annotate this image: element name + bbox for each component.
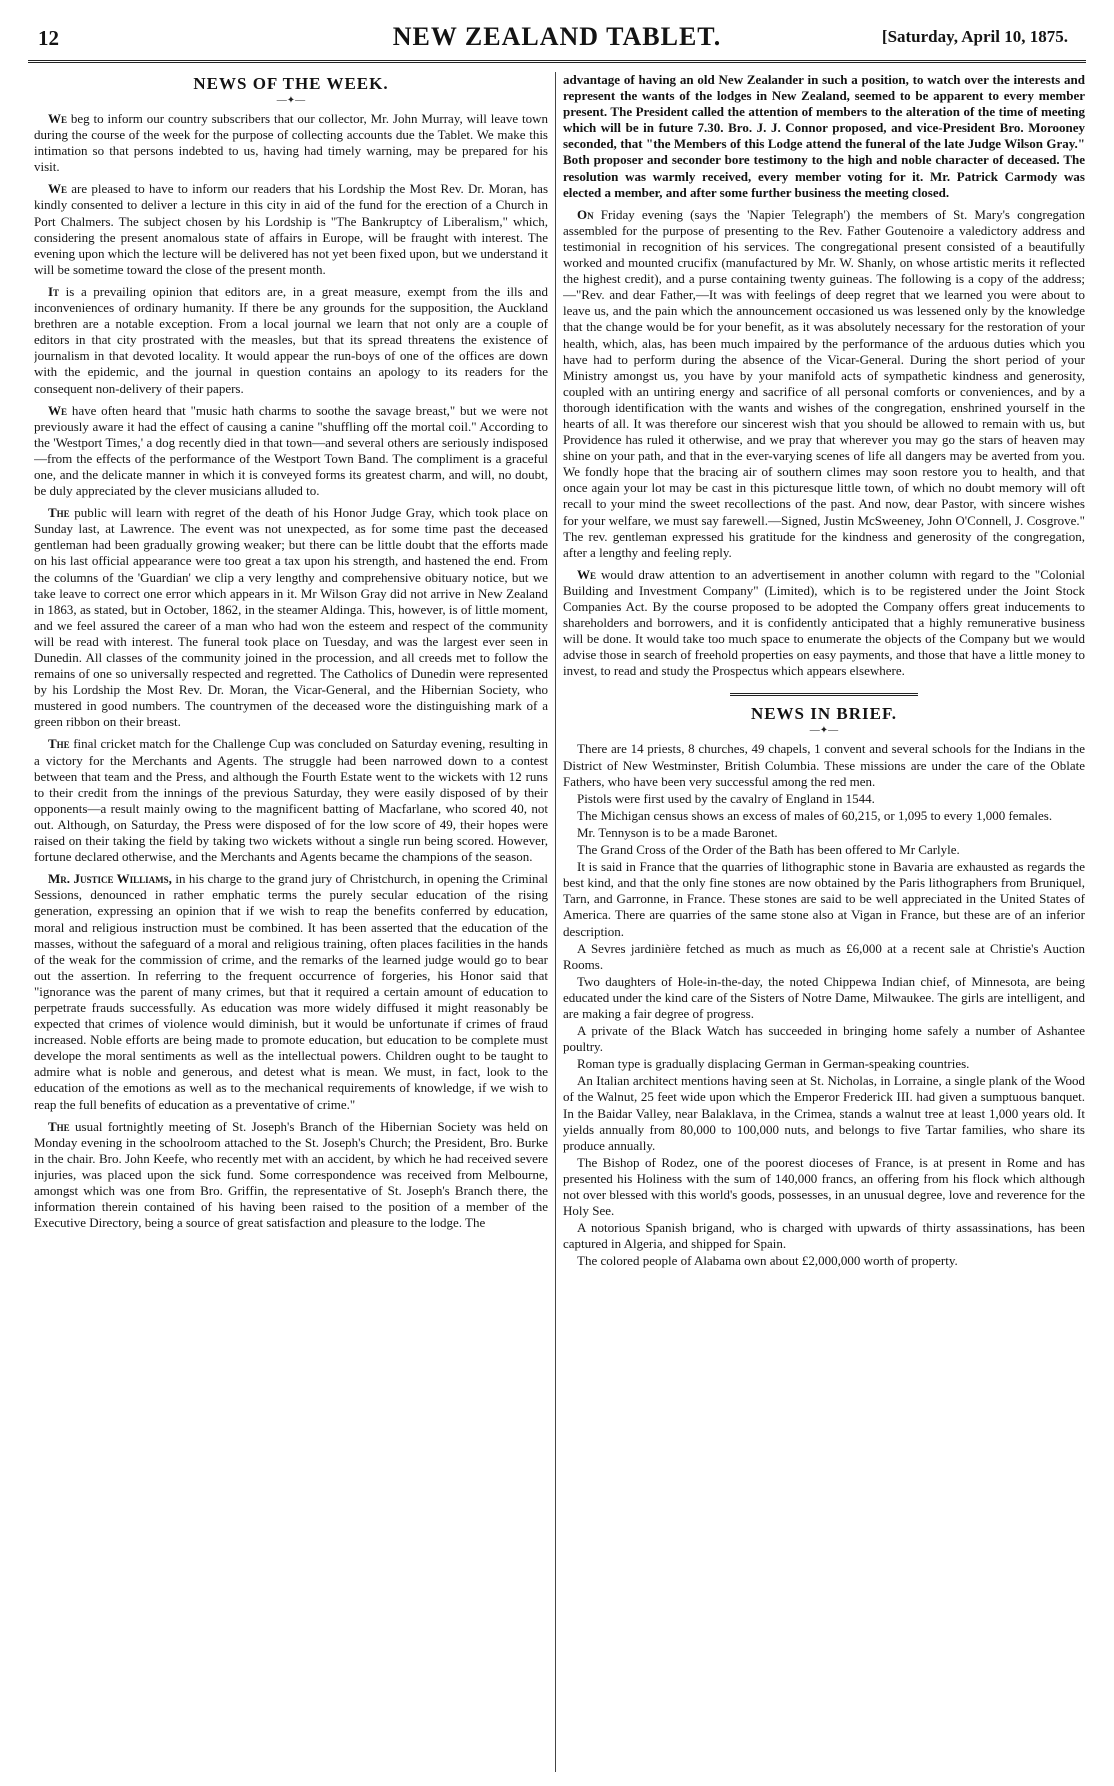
- article-hibernian-continued: advantage of having an old New Zealander in such a position, to watch over the interests and represent the wants of the lodges in New Zealand, seemed to be apparent to every member present. The President called the attention of members to the alteration of the time of meeting which will be in future 7.30. Bro. J. J. Connor proposed, and vice-President Bro. Morooney seconded, that "the Members of this Lodge attend the funeral of the late Judge Wilson Gray." Both proposer and seconder bore testimony to the high and noble character of deceased. The resolution was warmly received, every member voting for it. Mr. Patrick Carmody was elected a member, and after some further business the meeting closed.: [563, 72, 1085, 200]
- article-lead: The: [48, 1118, 70, 1134]
- brief-item: There are 14 priests, 8 churches, 49 chapels, 1 convent and several schools for the Indians in the District of New Westminster, British Columbia. These missions are under the care of the Oblate Fathers, who have been very successful among the red men.: [563, 741, 1085, 789]
- right-column: [563, 72, 1085, 1772]
- brief-item: The Bishop of Rodez, one of the poorest dioceses of France, is at present in Rome and has presented his Holiness with the sum of 140,000 francs, an offering from his flock which although not over blessed with this world's goods, possesses, in an unusual degree, love and reverence for the Holy See.: [563, 1154, 1085, 1219]
- article-text: beg to inform our country subscribers that our collector, Mr. John Murray, will leave town during the course of the week for the purpose of collecting accounts due the Tablet. We make this intimation so that persons indebted to us, having had timely warning, may be prepared for his visit.: [34, 111, 548, 175]
- article-text: in his charge to the grand jury of Christchurch, in opening the Criminal Sessions, denounced in rather emphatic terms the purely secular education of the rising generation, expressing an opinion that if we wish to reap the benefits conferred by education, moral and religious instruction must be combined. It has been asserted that the education of the masses, without the safeguard of a moral and religious training, often places facilities in the hands of the weak for the commission of crime, and the remarks of the learned judge would go to bear out the assertion. In referring to the frequent occurrence of forgeries, his Honor said that "ignorance was the parent of many crimes, but that it required a certain amount of education to perpetrate frauds successfully. As education was more widely diffused it might reasonably be expected that crimes of violence would diminish, but it would be unfortunate if crimes of fraud increased. Noble efforts are being made to promote education, but education to be complete must develope the moral sentiments as well as the intellectual powers. Children ought to be taught to admire what is noble and generous, and detest what is mean. We must, in fact, look to the education of the emotions as well as to the mechanical requirements of knowledge, if we wish to reap the full benefits of education as a preventative of crime.": [34, 871, 548, 1112]
- news-of-the-week-title: NEWS OF THE WEEK.: [193, 74, 389, 93]
- brief-item: A Sevres jardinière fetched as much as much as £6,000 at a recent sale at Christie's Auction Rooms.: [563, 940, 1085, 972]
- brief-item: It is said in France that the quarries of lithographic stone in Bavaria are exhausted as regards the best kind, and that the only fine stones are now obtained by the Paris lithographers from Bruniquel, Tarn, and Garronne, in France. These stones are said to be well appreciated in the United States of America. There are quarries of the same stone also at Vigan in France, but these are of an inferior description.: [563, 859, 1085, 939]
- article-lead: We: [48, 181, 68, 197]
- article-lead: We: [577, 566, 597, 582]
- article-lead: The: [48, 505, 70, 521]
- section-divider: [730, 693, 918, 696]
- article-text: are pleased to have to inform our readers that his Lordship the Most Rev. Dr. Moran, has kindly consented to deliver a lecture in this city in aid of the fund for the erection of a Church in Port Chalmers. The subject chosen by his Lordship is "The Bankruptcy of Liberalism," which, considering the present anomalous state of affairs in Europe, will be fraught with interest. The evening upon which the lecture will be delivered has not yet been fixed upon, but we understand it will be sometime toward the close of the present month.: [34, 181, 548, 277]
- brief-item: Pistols were first used by the cavalry of England in 1544.: [577, 790, 875, 806]
- news-in-brief-title: NEWS IN BRIEF.: [750, 704, 898, 724]
- brief-item: A notorious Spanish brigand, who is charged with upwards of thirty assassinations, has been captured in Algeria, and shipped for Spain.: [563, 1220, 1085, 1252]
- article-lead: It: [48, 283, 60, 299]
- article-lead: We: [48, 402, 68, 418]
- article-westport-band: [34, 403, 548, 500]
- title-ornament: —✦—: [276, 95, 306, 106]
- article-lead: On: [577, 206, 594, 222]
- article-lecture-notice: [34, 181, 548, 278]
- brief-item: The Michigan census shows an excess of males of 60,215, or 1,095 to every 1,000 females.: [577, 807, 1053, 823]
- left-column: [34, 72, 548, 1772]
- article-auckland-measles: [34, 284, 548, 397]
- article-cricket-match: [34, 736, 548, 865]
- article-judge-gray: [34, 505, 548, 730]
- article-hibernian-meeting: [34, 1119, 548, 1232]
- column-divider: [555, 72, 556, 1772]
- masthead-title: NEW ZEALAND TABLET.: [392, 22, 722, 51]
- article-text: have often heard that "music hath charms to soothe the savage breast," but we were not previously aware it had the effect of causing a canine "shuffling off the mortal coil." According to the 'Westport Times,' a dog recently died in that town—and several others are seriously indisposed—from the effects of the performance of the Westport Town Band. The compliment is a graceful one, and the delicate manner in which it is conveyed forms its greatest charm, and will, no doubt, be duly appreciated by the clever musicians alluded to.: [34, 402, 548, 499]
- article-text: is a prevailing opinion that editors are, in a great measure, exempt from the ills and inconveniences of ordinary humanity. If there be any grounds for the supposition, the Auckland brethren are a notable exception. From a local journal we learn that not only are a couple of editors in that city prostrated with the measles, but that its spread threatens the existence of journalism in that devoted locality. It would appear the run-boys of one of the offices are down with the epidemic, and the journal in question contains an apology to its readers for the consequent non-delivery of their papers.: [34, 283, 548, 396]
- page-header: [28, 22, 1086, 62]
- article-lead: Mr. Justice Williams,: [48, 871, 172, 887]
- brief-item: Two daughters of Hole-in-the-day, the noted Chippewa Indian chief, of Minnesota, are being educated under the kind care of the Sisters of Notre Dame, Milwaukee. The girls are intelligent, and are making a fair degree of progress.: [563, 973, 1085, 1021]
- article-text: usual fortnightly meeting of St. Joseph's Branch of the Hibernian Society was held on Monday evening in the schoolroom attached to the St. Joseph's Church; the President, Bro. Burke in the chair. Bro. John Keefe, who recently met with an accident, by which he had received severe injuries, was placed upon the sick fund. Some correspondence was received from Melbourne, amongst which was one from Bro. Griffin, the representative of St. Joseph's Branch there, the information therein contained of his having been raised to the position of a member of the Executive Directory, being a source of great satisfaction and pleasure to the lodge. The: [34, 1118, 548, 1231]
- article-justice-williams: [34, 871, 548, 1112]
- header-rule: [28, 60, 1086, 64]
- article-text: final cricket match for the Challenge Cup was concluded on Saturday evening, resulting in a victory for the Merchants and Agents. The struggle had been narrowed down to a contest between that team and the Press, and although the Fourth Estate went to the wickets with 12 runs to their credit from the innings of the previous Saturday, they were easily disposed of by their opponents—a result mainly owing to the magnificent batting of Macfarlane, who scored 40, not out. Although, on Saturday, the Press were disposed of for the low score of 49, their hopes were raised on their taking the field by taking two wickets without a single run being scored. However, fortune declared otherwise, and the Merchants and Agents became the champions of the season.: [34, 736, 548, 865]
- article-lead: The: [48, 736, 70, 752]
- brief-item: A private of the Black Watch has succeeded in bringing home safely a number of Ashantee poultry.: [563, 1023, 1085, 1055]
- title-ornament: —✦—: [809, 725, 839, 737]
- article-building-company: [563, 567, 1085, 680]
- article-lead: We: [48, 111, 68, 126]
- brief-item: Roman type is gradually displacing German in German-speaking countries.: [577, 1056, 970, 1072]
- page-number: 12: [38, 26, 59, 50]
- issue-date: [Saturday, April 10, 1875.: [881, 27, 1068, 46]
- article-text: would draw attention to an advertisement in another column with regard to the "Colonial Building and Investment Company" (Limited), which is to be registered under the Joint Stock Companies Act. By the course proposed to be adopted the Company offers great inducements to shareholders and borrowers, and it is confidently anticipated that a highly remunerative business will be done. It would take too much space to enumerate the objects of the Company but we would advise those in search of freehold properties on easy payments, and those that have a little money to invest, to read and study the Prospectus which appears elsewhere.: [563, 566, 1085, 679]
- brief-item: An Italian architect mentions having seen at St. Nicholas, in Lorraine, a single plank of the Wood of the Walnut, 25 feet wide upon which the Emperor Frederick III. had given a sumptuous banquet. In the Baidar Valley, near Balaklava, in the Crimea, stands a walnut tree at least 1,000 years old. It yields annually from 80,000 to 100,000 nuts, and belongs to five Tartar families, who share its produce annually.: [563, 1073, 1085, 1153]
- brief-item: Mr. Tennyson is to be a made Baronet.: [577, 824, 778, 840]
- article-text: public will learn with regret of the death of his Honor Judge Gray, which took place on Sunday last, at Lawrence. The event was not unexpected, as for some time past the deceased gentleman had been gradually growing weaker; but there can be little doubt that the efforts made on his last official appearance were too great a tax upon his strength, and hastened the end. From the columns of the 'Guardian' we clip a very lengthy and comprehensive obituary notice, but we take leave to correct one error which appears in it. Mr Wilson Gray did not arrive in New Zealand in 1863, as stated, but in October, 1862, in the steamer Aldinga. This, however, is of little moment, and we feel assured the career of a man who had won the esteem and respect of the community will be read with interest. The funeral took place on Tuesday, and was the largest ever seen in Dunedin. All classes of the community joined in the procession, and all creeds met to follow the remains of one so universally respected and regretted. The Catholics of Dunedin were represented by his Lordship the Most Rev. Dr. Moran, the Vicar-General, and the Hibernian Society, who mustered in good numbers. The countrymen of the deceased wore the distinguishing mark of a green ribbon on their breast.: [34, 505, 548, 730]
- article-collector-notice: [34, 111, 548, 175]
- brief-item: The Grand Cross of the Order of the Bath has been offered to Mr Carlyle.: [577, 842, 960, 858]
- article-napier-farewell: [563, 207, 1085, 561]
- article-text: Friday evening (says the 'Napier Telegraph') the members of St. Mary's congregation assembled for the purpose of presenting to the Rev. Father Goutenoire a valedictory address and testimonial in recognition of his services. The congregational present consisted of a beautifully worked and mounted crucifix (manufactured by Mr. W. Shanly, on whose artistic merits it reflected the highest credit), and a purse containing twenty guineas. The following is a copy of the address;—"Rev. and dear Father,—It was with feelings of deep regret that we learned you were about to leave us, and the pain which the announcement occasioned us was lessened only by the knowledge that the change would be for your benefit, as it was absolutely necessary for the restoration of your health, which, alas, has been much impaired by the performance of the arduous duties which you have had to perform during the absence of the Vicar-General. During the short period of your Ministry amongst us, you have by your manifold acts of sympathetic kindness and generosity, coupled with an untiring energy and sacrifice of all personal comforts or conveniences, and by a thorough identification with the wants and wishes of the congregation, enshrined yourself in the hearts of all. It was therefore our sincerest wish that you should be allowed to remain with us, but Providence has ruled it otherwise, and we pray that wherever you may go the stars of heaven may shine on your path, and that in the ever-varying scenes of life all dangers may be averted from you. We fondly hope that the bracing air of southern climes may soon restore you to health, and that once again your lot may be cast in this picturesque little town, of which no doubt memory will oft recall to your mind the sweet recollections of the past. And now, dear Pastor, with sincere wishes for your welfare, we must say farewell.—Signed, Justin McSweeney, John O'Connell, J. Cosgrove." The rev. gentleman expressed his gratitude for the kindness and generosity of the congregation, after a lengthy and feeling reply.: [563, 206, 1085, 560]
- brief-item: The colored people of Alabama own about £2,000,000 worth of property.: [577, 1253, 958, 1269]
